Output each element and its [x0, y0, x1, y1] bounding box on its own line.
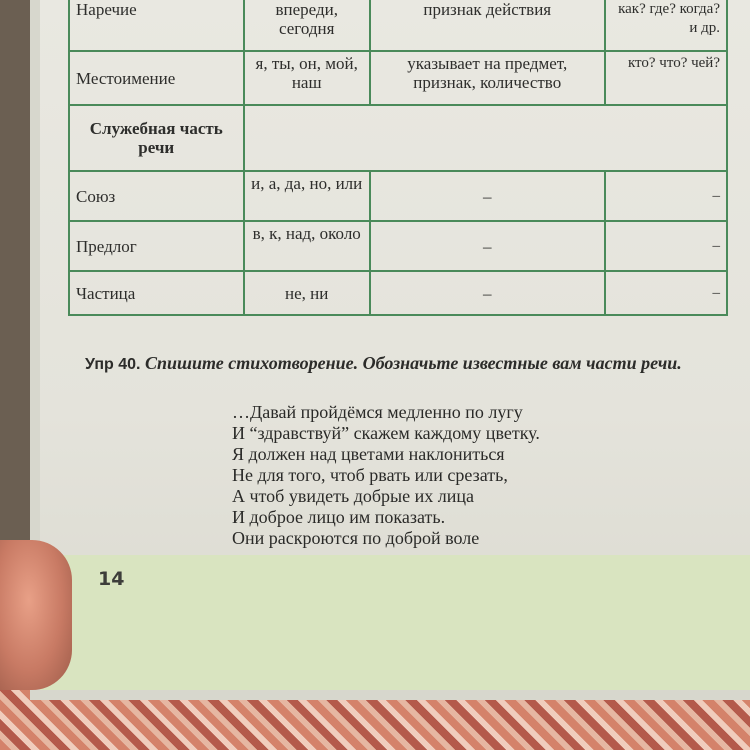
poem-line: …Давай пройдёмся медленно по лугу — [232, 402, 523, 422]
exercise-number: Упр 40. — [85, 356, 141, 373]
poem — [232, 402, 540, 549]
table-row — [69, 0, 727, 51]
cell-part: Частица — [69, 271, 244, 315]
cell-examples: не, ни — [244, 271, 370, 315]
exercise-heading — [85, 352, 745, 376]
page-footer-band — [40, 555, 750, 690]
cell-examples — [244, 105, 370, 171]
cell-section-heading: Служебная часть речи — [69, 105, 244, 171]
cell-examples: в, к, над, около — [244, 221, 370, 271]
cell-questions: – — [605, 171, 727, 221]
cell-questions: как? где? когда? и др. — [605, 0, 727, 51]
cell-examples: впереди, сегодня — [244, 0, 370, 51]
cell-meaning: – — [370, 171, 605, 221]
cell-meaning — [370, 105, 605, 171]
poem-line: А чтоб увидеть добрые их лица — [232, 486, 474, 506]
table-row — [69, 271, 727, 315]
table-row — [69, 51, 727, 105]
cell-questions — [605, 105, 727, 171]
table-row — [69, 171, 727, 221]
cell-part: Наречие — [69, 0, 244, 51]
cell-meaning: – — [370, 271, 605, 315]
textbook-page — [40, 0, 750, 690]
cell-meaning: указывает на предмет, признак, количество — [370, 51, 605, 105]
poem-line: И доброе лицо им показать. — [232, 507, 446, 527]
cell-meaning: признак действия — [370, 0, 605, 51]
poem-line: Они раскроются по доброй воле — [232, 528, 480, 548]
exercise-instruction: Спишите стихотворение. Обозначьте известные вам части речи. — [144, 353, 682, 373]
finger — [0, 540, 72, 690]
cell-meaning: – — [370, 221, 605, 271]
cell-part: Предлог — [69, 221, 244, 271]
parts-of-speech-table — [68, 0, 728, 316]
table-row — [69, 221, 727, 271]
cell-questions: кто? что? чей? — [605, 51, 727, 105]
poem-line: Я должен над цветами наклониться — [232, 444, 505, 464]
cell-examples: и, а, да, но, или — [244, 171, 370, 221]
table-row — [69, 105, 727, 171]
cell-questions: – — [605, 221, 727, 271]
cell-examples: я, ты, он, мой, наш — [244, 51, 370, 105]
poem-line: И “здравствуй” скажем каждому цветку. — [232, 423, 540, 443]
poem-line: Не для того, чтоб рвать или срезать, — [232, 465, 508, 485]
page-number: 14 — [98, 568, 125, 590]
cell-part: Союз — [69, 171, 244, 221]
cell-questions: – — [605, 271, 727, 315]
cell-part: Местоимение — [69, 51, 244, 105]
